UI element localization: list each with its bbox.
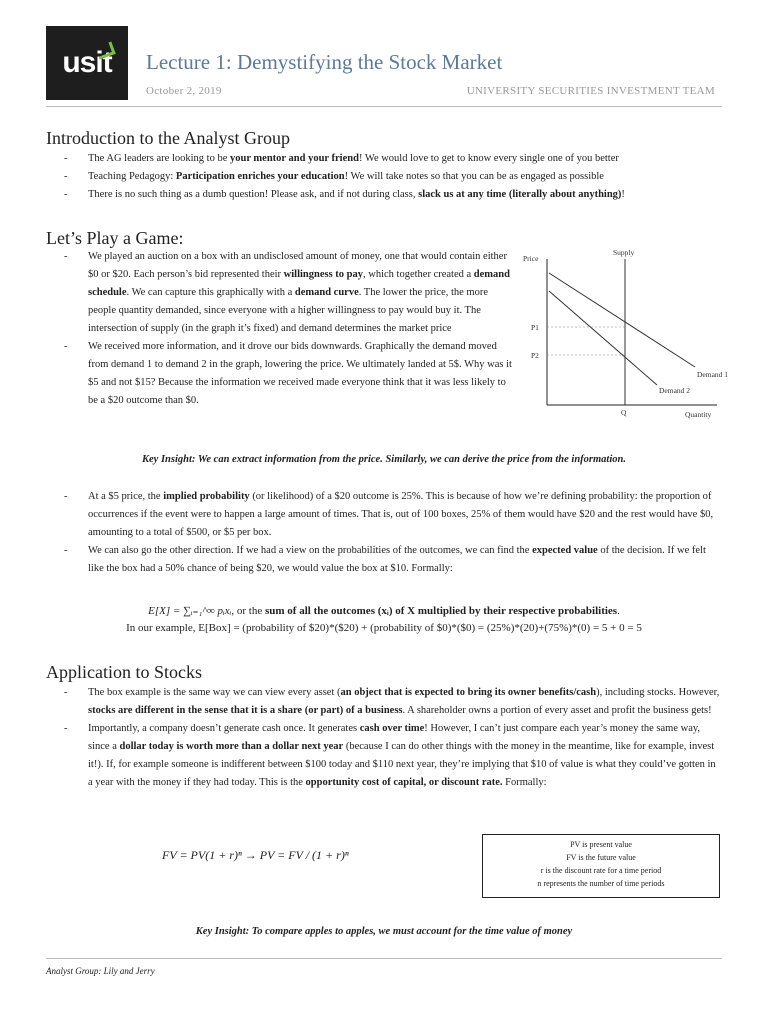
doc-date: October 2, 2019 — [146, 85, 222, 97]
probability-list — [46, 488, 722, 578]
list-item: - Importantly, a company doesn’t generate cash once. It generates cash over time! However, I can’t just compare each year’s money the same way, since a dollar today is worth more than a dollar next year (because I can do other things with the money in the meantime, like for example, invest it!). If, for example someone is indifferent between $100 today and $110 next year, they’re implying that $10 of value is what they could’ve gotten in a year with the money if they had today. This is the opportunity cost of capital, or discount rate. Formally: — [46, 720, 722, 792]
expected-value-formula: E[X] = ∑ᵢ₌₁^∞ pᵢxᵢ, or the sum of all the outcomes (xᵢ) of X multiplied by their respective probabilities. — [148, 605, 620, 617]
intro-list — [46, 150, 722, 204]
footer-text: Analyst Group: Lily and Jerry — [46, 966, 155, 976]
section-heading-stocks: Application to Stocks — [46, 662, 202, 682]
footer-divider — [46, 958, 722, 959]
list-item: - Teaching Pedagogy: Participation enriches your education! We will take notes so that you can be as engaged as possible — [46, 168, 722, 186]
key-insight-1: Key Insight: We can extract information from the price. Similarly, we can derive the price from the information. — [142, 454, 626, 465]
checkmark-icon — [95, 41, 115, 59]
list-item: - We can also go the other direction. If we had a view on the probabilities of the outcomes, we can find the expected value of the decision. If we felt like the box had a 50% chance of being $20, we would value the box at $10. Formally: — [46, 542, 722, 578]
supply-label: Supply — [613, 248, 635, 257]
x-axis-label: Quantity — [685, 410, 712, 419]
key-insight-2: Key Insight: To compare apples to apples, we must account for the time value of money — [195, 926, 573, 937]
doc-org: UNIVERSITY SECURITIES INVESTMENT TEAM — [466, 85, 715, 97]
tick-label-q: Q — [621, 408, 627, 417]
stocks-list — [46, 684, 722, 792]
demand-1-line — [549, 273, 695, 367]
page-title: Lecture 1: Demystifying the Stock Market — [146, 50, 503, 74]
legend-line: n represents the number of time periods — [537, 879, 665, 888]
game-list — [46, 248, 512, 410]
logo-text: usit — [62, 46, 112, 79]
tick-label-p2: P2 — [531, 351, 539, 360]
demand-2-line — [549, 291, 657, 385]
supply-demand-chart — [517, 245, 729, 425]
list-item: - We received more information, and it drove our bids downwards. Graphically the demand moved from demand 1 to demand 2 in the graph, lowering the price. We ultimately landed at 5$. Why was it $5 and not $15? Because the information we received made everyone think that it was less likely to be a $20 outcome than $0. — [46, 338, 512, 410]
list-item: - There is no such thing as a dumb question! Please ask, and if not during class, slack us at any time (literally about anything)! — [46, 186, 722, 204]
list-item: - At a $5 price, the implied probability (or likelihood) of a $20 outcome is 25%. This is because of how we’re defining probability: the proportion of occurrences if the event were to happen a large amount of times. That is, out of 100 boxes, 25% of them would have $20 and the rest would have $0, amounting to a total of $500, or $5 per box. — [46, 488, 722, 542]
section-heading-intro: Introduction to the Analyst Group — [46, 128, 290, 148]
variable-legend-box — [482, 834, 720, 898]
usit-logo — [46, 26, 128, 100]
legend-line: PV is present value — [570, 840, 632, 849]
fv-formula: FV = PV(1 + r)ⁿ → PV = FV / (1 + r)ⁿ — [162, 848, 349, 862]
list-item: - The box example is the same way we can view every asset (an object that is expected to bring its owner benefits/cash), including stocks. However, stocks are different in the sense that it is a share (or part) of a business. A shareholder owns a portion of every asset and profit the business gets! — [46, 684, 722, 720]
series-label-demand-1: Demand 1 — [697, 370, 729, 379]
series-label-demand-2: Demand 2 — [659, 386, 691, 395]
y-axis-label: Price — [523, 254, 539, 263]
tick-label-p1: P1 — [531, 323, 539, 332]
list-item: - The AG leaders are looking to be your mentor and your friend! We would love to get to know every single one of you better — [46, 150, 722, 168]
section-heading-game: Let’s Play a Game: — [46, 228, 184, 248]
header-divider — [46, 106, 722, 107]
legend-line: r is the discount rate for a time period — [540, 866, 662, 875]
box-example-formula: In our example, E[Box] = (probability of $20)*($20) + (probability of $0)*($0) = (25%)*(20)+(75%)*(0) = 5 + 0 = 5 — [126, 622, 642, 634]
list-item: - We played an auction on a box with an undisclosed amount of money, one that would contain either $0 or $20. Each person’s bid represented their willingness to pay, which together created a demand schedule. We can capture this graphically with a demand curve. The lower the price, the more people quantity demanded, since everyone with a higher willingness to pay would buy it. The intersection of supply (in the graph it’s fixed) and demand determines the market price — [46, 248, 512, 338]
legend-line: FV is the future value — [566, 853, 636, 862]
